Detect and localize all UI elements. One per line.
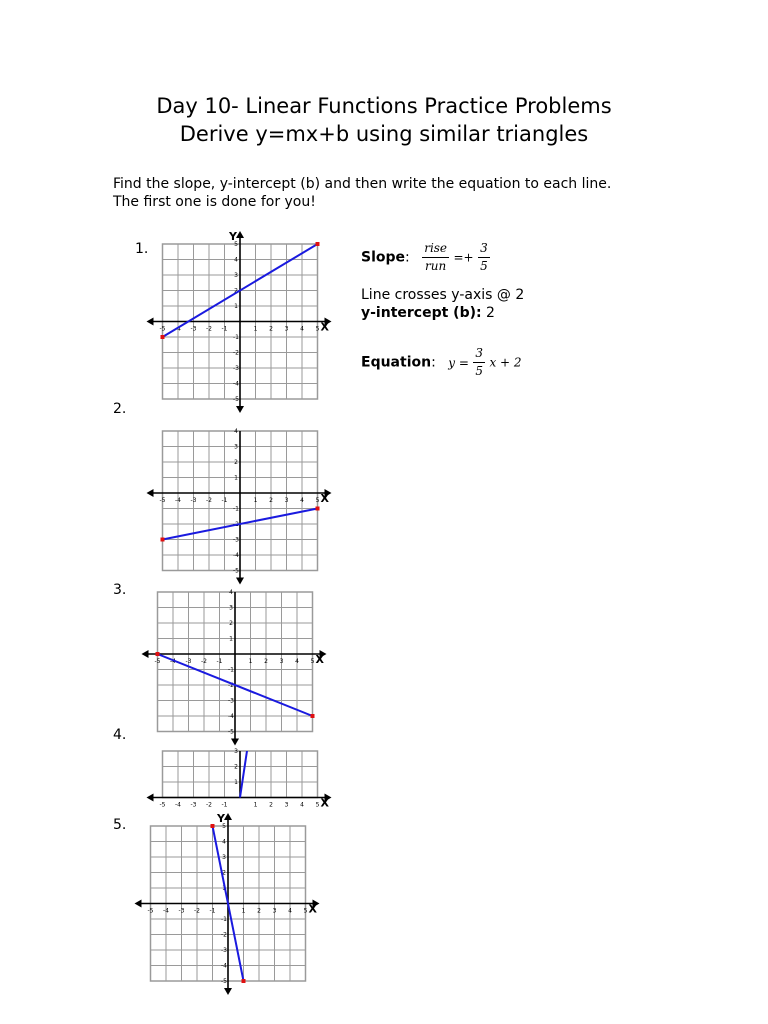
y-tick-label: -5 [233,567,239,575]
intercept-value: 2 [486,305,495,321]
y-tick-label: -4 [221,962,227,970]
x-tick-label: -3 [190,325,197,333]
x-tick-label: -4 [175,325,181,333]
y-tick-label: 5 [234,241,238,248]
x-tick-label: 5 [303,907,308,915]
x-tick-label: -5 [154,658,161,665]
x-axis-arrow-left [147,794,154,802]
x-tick-label: 3 [279,658,284,665]
problem-number-5: 5. [113,817,127,833]
x-tick-label: 5 [315,497,320,504]
y-axis-label: Y [229,230,237,243]
x-tick-label: -1 [216,658,223,665]
x-tick-label: -2 [206,325,212,333]
page-title: Day 10- Linear Functions Practice Problems [156,94,612,118]
y-axis-arrow-down [224,988,232,995]
x-axis-arrow-left [142,650,149,658]
x-tick-label: 2 [269,801,273,809]
x-tick-label: 4 [300,497,304,504]
graph-3 [140,587,340,747]
x-tick-label: -3 [185,658,192,665]
problem-number-2: 2. [113,401,127,417]
x-tick-label: 4 [300,325,304,333]
page-subtitle: Derive y=mx+b using similar triangles [179,122,589,146]
x-tick-label: 5 [315,801,320,809]
problem-number-3: 3. [113,582,127,598]
equation-fraction: $\frac{3}{5}$ [475,346,483,378]
y-tick-label: -3 [228,697,234,705]
x-tick-label: -3 [190,497,197,504]
y-tick-label: 1 [234,779,238,786]
x-tick-label: -4 [170,658,176,665]
x-axis-arrow-left [147,318,154,326]
y-tick-label: 4 [229,589,233,596]
x-tick-label: -5 [159,801,166,809]
x-tick-label: 4 [295,658,299,665]
x-tick-label: -2 [206,801,212,809]
y-axis-arrow-down [231,739,239,746]
x-tick-label: 1 [248,658,253,665]
x-axis-arrow-left [135,900,142,908]
y-tick-label: -1 [233,334,239,341]
y-tick-label: -1 [228,666,234,674]
x-tick-label: 4 [300,801,304,809]
y-tick-label: 3 [234,443,238,451]
x-tick-label: 1 [253,325,258,333]
x-axis-label: X [320,492,329,505]
x-tick-label: 5 [310,658,315,665]
y-tick-label: 3 [222,854,226,861]
y-tick-label: 1 [229,635,233,643]
y-tick-label: 1 [234,474,238,482]
instruction-line-2: The first one is done for you! [113,194,316,210]
x-tick-label: -4 [163,907,169,915]
y-tick-label: -2 [228,682,234,689]
y-axis-arrow-down [236,578,244,585]
graph-1 [145,228,345,420]
y-tick-label: 4 [234,428,238,435]
y-tick-label: -5 [233,396,239,403]
rise-over-run: $\frac{\text{rise}}{\text{run}}$ [424,241,448,273]
x-tick-label: -2 [201,658,207,665]
intercept-label: y-intercept (b): [361,305,482,321]
y-tick-label: -3 [233,365,239,372]
y-tick-label: 4 [222,838,226,846]
x-tick-label: -4 [175,801,181,809]
x-tick-label: 4 [288,907,292,915]
x-tick-label: 2 [269,497,273,504]
equation-label: Equation [361,354,432,371]
endpoint-1 [161,538,165,542]
y-tick-label: 2 [234,459,238,466]
y-tick-label: -2 [233,521,239,528]
graph-5 [133,812,333,1002]
x-tick-label: 1 [253,801,258,809]
x-tick-label: -1 [221,325,228,333]
y-tick-label: 3 [234,748,238,755]
endpoint-1 [211,824,215,828]
slope-row: Slope: $\frac{\text{rise}}{\text{run}}$ =+ $\frac{3}{5}$ [361,241,488,273]
y-tick-label: 1 [222,885,226,892]
x-tick-label: 3 [284,801,289,809]
y-tick-label: -1 [233,505,239,513]
y-tick-label: -2 [221,931,227,939]
y-axis-arrow-down [236,406,244,413]
x-tick-label: -2 [206,497,212,504]
x-axis-label: X [308,902,317,916]
y-tick-label: -3 [233,536,239,544]
x-tick-label: -3 [190,801,197,809]
problem-number-1: 1. [135,241,149,257]
y-tick-label: -4 [233,380,239,388]
y-tick-label: -2 [233,349,239,357]
y-tick-label: 3 [234,272,238,279]
y-tick-label: -4 [228,713,234,720]
x-tick-label: 2 [269,325,273,333]
y-tick-label: 1 [234,303,238,310]
y-tick-label: -4 [233,552,239,559]
slope-label: Slope [361,249,406,266]
x-tick-label: 1 [241,907,246,915]
y-tick-label: -5 [221,978,227,985]
endpoint-2 [316,507,320,511]
endpoint-1 [156,652,160,656]
x-axis-label: X [315,653,324,666]
x-axis-label: X [320,320,329,334]
x-tick-label: -2 [194,907,200,915]
x-tick-label: -5 [159,497,166,504]
graph-2 [145,426,345,580]
x-tick-label: -5 [147,907,154,915]
equation-row: Equation: y = $\frac{3}{5}$ x + 2 [361,346,522,378]
x-axis-label: X [320,796,329,810]
endpoint-2 [242,979,246,983]
y-tick-label: -5 [228,728,234,736]
x-tick-label: -1 [221,801,228,809]
graph-4 [145,747,345,815]
instruction-line-1: Find the slope, y-intercept (b) and then write the equation to each line. [113,176,612,192]
x-tick-label: -5 [159,325,166,333]
instructions [113,175,611,211]
x-axis-arrow-left [147,489,154,497]
y-tick-label: 2 [234,287,238,295]
y-tick-label: 4 [234,256,238,264]
y-tick-label: 2 [234,763,238,771]
endpoint-2 [316,242,320,246]
x-tick-label: 5 [315,325,320,333]
crosses-text: Line crosses y-axis @ 2 [361,287,525,303]
x-tick-label: 2 [264,658,268,665]
y-axis-arrow-up [236,231,244,238]
y-tick-label: -3 [221,947,227,954]
x-tick-label: -3 [178,907,185,915]
problem-number-4: 4. [113,727,127,743]
y-axis-arrow-up [224,813,232,820]
y-tick-label: 5 [222,823,226,830]
endpoint-2 [311,714,315,718]
x-tick-label: 3 [272,907,277,915]
x-tick-label: 3 [284,325,289,333]
x-tick-label: -1 [221,497,228,504]
y-tick-label: 2 [222,869,226,877]
y-axis-label: Y [217,812,225,825]
y-tick-label: 3 [229,604,233,612]
endpoint-1 [161,335,165,339]
x-tick-label: -1 [209,907,216,915]
x-tick-label: 1 [253,497,258,504]
intercept-row [361,305,495,322]
y-tick-label: -1 [221,916,227,923]
x-tick-label: 2 [257,907,261,915]
y-tick-label: 2 [229,620,233,627]
slope-fraction: $\frac{3}{5}$ [480,241,488,273]
x-tick-label: -4 [175,497,181,504]
x-tick-label: 3 [284,497,289,504]
